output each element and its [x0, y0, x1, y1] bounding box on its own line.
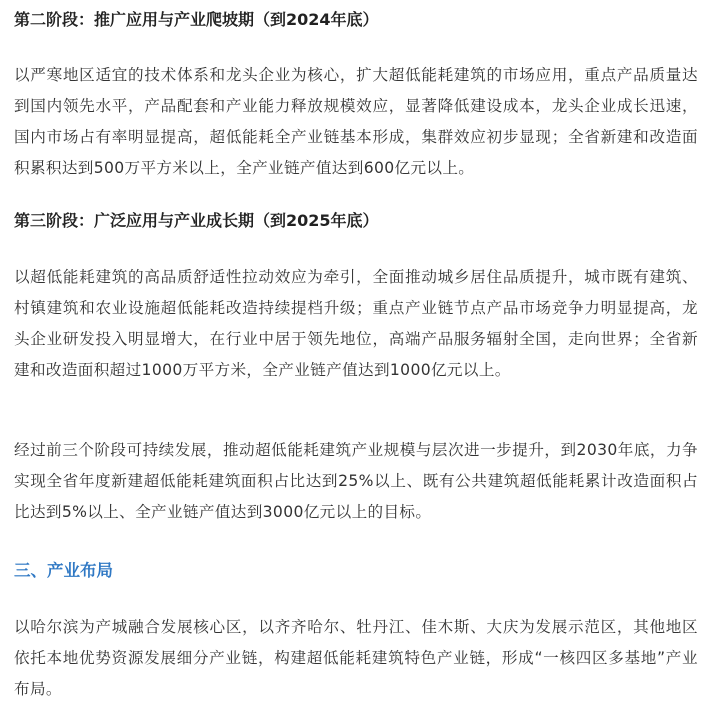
stage2-paragraph: 以严寒地区适宜的技术体系和龙头企业为核心，扩大超低能耗建筑的市场应用，重点产品质量达到国内领先水平，产品配套和产业能力释放规模效应，显著降低建设成本，龙头企业成长迅速，国内市场占有率明显提高，超低能耗全产业链基本形成，集群效应初步显现；全省新建和改造面积累积达到500万平方米以上，全产业链产值达到600亿元以上。 — [14, 66, 698, 177]
stage3-paragraph: 以超低能耗建筑的高品质舒适性拉动效应为牵引，全面推动城乡居住品质提升，城市既有建筑、村镇建筑和农业设施超低能耗改造持续提档升级；重点产业链节点产品市场竞争力明显提高，龙头企业研发投入明显增大，在行业中居于领先地位，高端产品服务辐射全国，走向世界；全省新建和改造面积超过1000万平方米，全产业链产值达到1000亿元以上。 — [14, 268, 698, 379]
section3-paragraph: 以哈尔滨为产城融合发展核心区，以齐齐哈尔、牡丹江、佳木斯、大庆为发展示范区，其他地区依托本地优势资源发展细分产业链，构建超低能耗建筑特色产业链，形成“一核四区多基地”产业布局。 — [14, 618, 698, 698]
stage2-heading: 第二阶段：推广应用与产业爬坡期（到2024年底） — [14, 10, 379, 29]
section3-title: 三、产业布局 — [14, 561, 113, 580]
stage3-heading: 第三阶段：广泛应用与产业成长期（到2025年底） — [14, 211, 379, 230]
summary-paragraph: 经过前三个阶段可持续发展，推动超低能耗建筑产业规模与层次进一步提升，到2030年底，力争实现全省年度新建超低能耗建筑面积占比达到25%以上、既有公共建筑超低能耗累计改造面积占比达到5%以上、全产业链产值达到3000亿元以上的目标。 — [14, 441, 698, 521]
